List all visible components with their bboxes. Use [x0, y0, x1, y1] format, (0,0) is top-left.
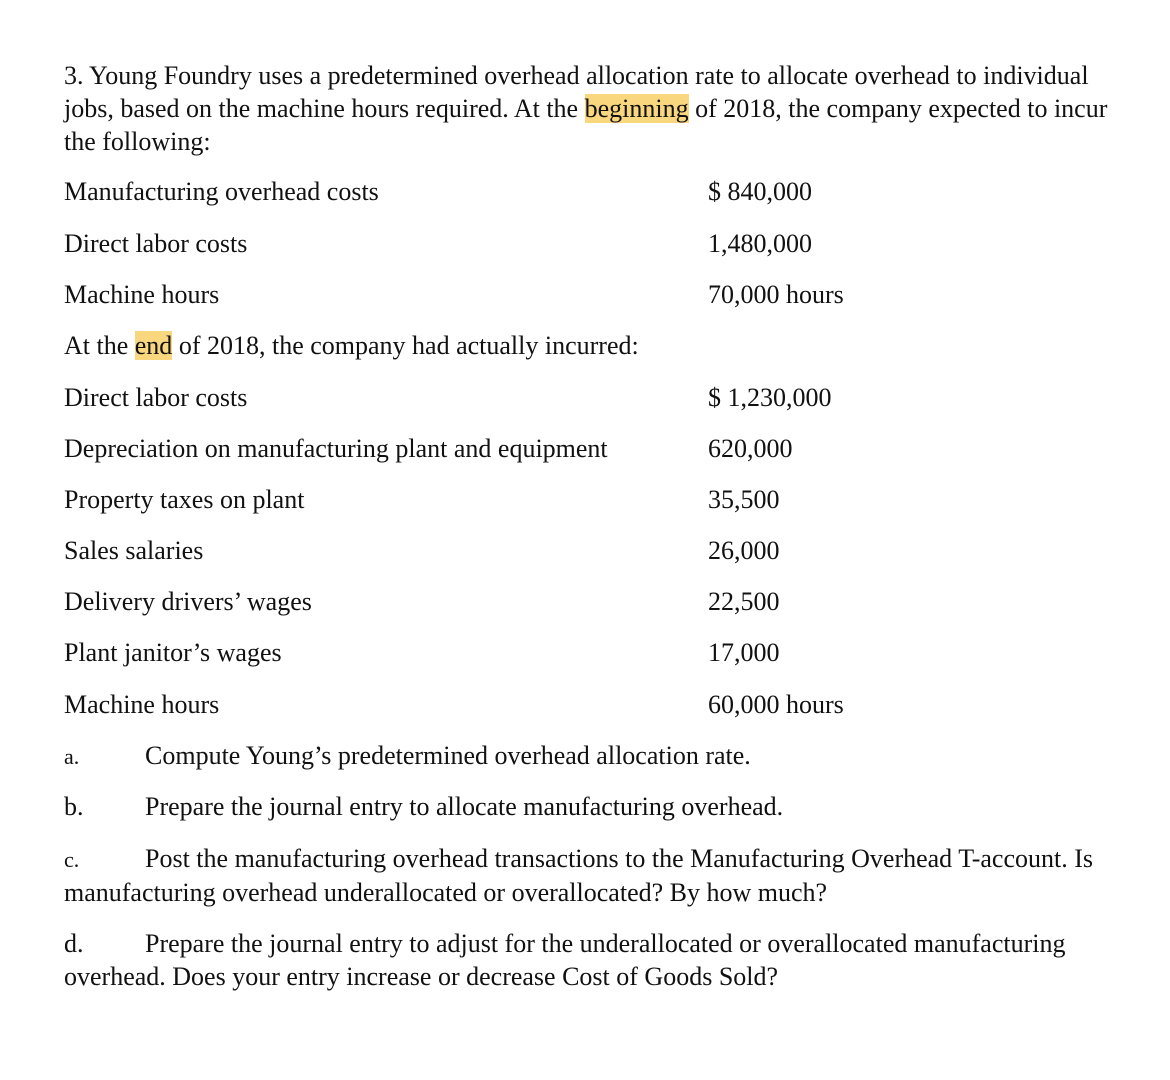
question-a [64, 739, 1134, 773]
actual-row [64, 689, 1064, 721]
question-letter: b. [64, 792, 84, 821]
question-d [64, 927, 1134, 993]
expected-value: 70,000 hours [708, 280, 844, 309]
actual-value: 620,000 [708, 434, 793, 463]
question-text: Compute Young’s predetermined overhead allocation rate. [145, 741, 751, 770]
actual-label: Sales salaries [64, 536, 204, 565]
expected-label: Machine hours [64, 280, 220, 309]
intro-prefix: 3. Young Foundry uses a predetermined overhead allocation rate to allocate overhead to individual jobs, based on the machine hours required. At the [64, 61, 1089, 123]
actual-value: $ 1,230,000 [708, 383, 832, 412]
question-letter: d. [64, 929, 84, 958]
actual-label: Delivery drivers’ wages [64, 587, 312, 616]
actual-value: 35,500 [708, 485, 780, 514]
question-text: Prepare the journal entry to allocate manufacturing overhead. [145, 792, 784, 821]
question-text: Post the manufacturing overhead transactions to the Manufacturing Overhead T-account. Is manufacturing overhead underallocated or overallocated? By how much? [64, 844, 1093, 907]
question-c [64, 842, 1134, 909]
actual-row [64, 535, 1064, 567]
actual-label: Property taxes on plant [64, 485, 305, 514]
problem-intro [64, 59, 1124, 158]
actual-row [64, 484, 1064, 516]
actual-label: Plant janitor’s wages [64, 638, 282, 667]
actual-row [64, 382, 1064, 414]
question-letter: a. [64, 744, 80, 769]
actual-value: 60,000 hours [708, 690, 844, 719]
actual-label: Machine hours [64, 690, 220, 719]
expected-row [64, 176, 1064, 208]
expected-value: 1,480,000 [708, 229, 812, 258]
actual-value: 17,000 [708, 638, 780, 667]
actual-row [64, 637, 1064, 669]
expected-label: Manufacturing overhead costs [64, 177, 379, 206]
highlight-beginning: beginning [584, 94, 689, 123]
actual-heading-suffix: of 2018, the company had actually incurred: [172, 331, 639, 360]
question-letter: c. [64, 847, 80, 872]
actual-label: Direct labor costs [64, 383, 248, 412]
actual-value: 22,500 [708, 587, 780, 616]
expected-row [64, 279, 1064, 311]
expected-label: Direct labor costs [64, 229, 248, 258]
actual-heading-prefix: At the [64, 331, 135, 360]
actual-row [64, 433, 1064, 465]
question-text: Prepare the journal entry to adjust for the underallocated or overallocated manufacturing overhead. Does your entry increase or decrease Cost of Goods Sold? [64, 929, 1066, 991]
actual-heading [64, 330, 639, 362]
question-b [64, 790, 1134, 823]
actual-value: 26,000 [708, 536, 780, 565]
intro-suffix: of 2018, the company expected to incur the following: [64, 94, 1108, 156]
actual-row [64, 586, 1064, 618]
expected-value: $ 840,000 [708, 177, 812, 206]
highlight-end: end [134, 331, 173, 360]
expected-row [64, 228, 1064, 260]
actual-label: Depreciation on manufacturing plant and equipment [64, 434, 608, 463]
